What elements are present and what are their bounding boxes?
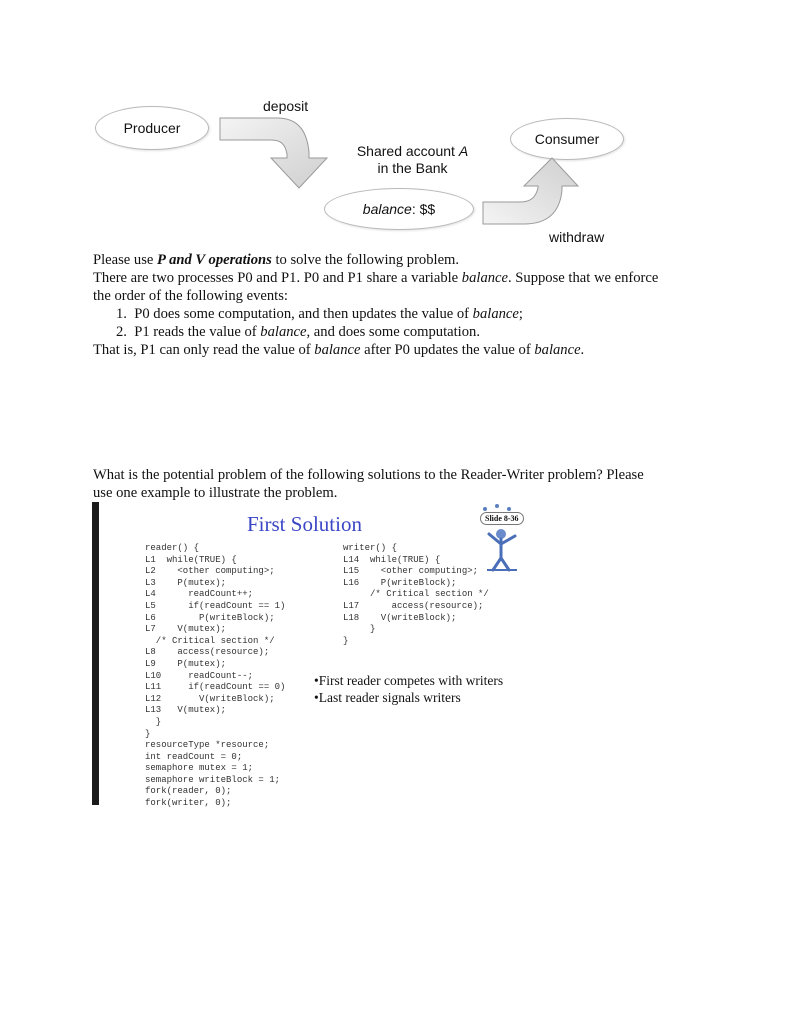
problem1-line1: Please use P and V operations to solve the following problem. (93, 252, 460, 268)
problem1-item2: 2. P1 reads the value of balance, and does some computation. (116, 324, 480, 340)
balance-value: : $$ (411, 201, 436, 217)
consumer-label: Consumer (534, 131, 600, 147)
reader-code: reader() { L1 while(TRUE) { L2 <other computing>; L3 P(mutex); L4 readCount++; L5 if(readCount == 1) L6 P(writeBlock); L7 V(mutex); /* Critical section */ L8 access(resource); L9 P(mutex); L10 readCount--; L11 if(readCount == 0) L12 V(writeBlock); L13 V(mutex); } } resourceType *resource; int readCount = 0; semaphore mutex = 1; semaphore writeBlock = 1; fork(reader, 0); fork(writer, 0); (145, 543, 286, 809)
slide-bullet-1: •First reader competes with writers (314, 673, 504, 688)
slide-bullet-2: •Last reader signals writers (314, 690, 461, 705)
slide-title: First Solution (247, 512, 362, 536)
balance-var: balance (362, 201, 412, 217)
first-solution-slide (92, 502, 532, 809)
producer-label: Producer (123, 120, 181, 136)
problem1-line3: the order of the following events: (93, 288, 288, 304)
problem2-line1: What is the potential problem of the following solutions to the Reader-Writer problem? Please (93, 467, 644, 483)
producer-node (95, 106, 209, 150)
problem2-line2: use one example to illustrate the problem. (93, 485, 338, 501)
slide-badge-label: Slide 8-36 (480, 512, 524, 525)
shared-account-label: Shared account A in the Bank (356, 143, 469, 176)
balance-node (324, 188, 474, 230)
deposit-label: deposit (263, 98, 309, 114)
writer-code: writer() { L14 while(TRUE) { L15 <other computing>; L16 P(writeBlock); /* Critical section */ L17 access(resource); L18 V(writeBlock); } } (343, 543, 489, 646)
slide-left-bar (92, 502, 99, 805)
problem1-line2: There are two processes P0 and P1. P0 and P1 share a variable balance. Suppose that we enforce (93, 270, 659, 286)
problem1-line4: That is, P1 can only read the value of balance after P0 updates the value of balance. (93, 342, 585, 358)
deposit-arrow-icon (215, 114, 340, 194)
consumer-node (510, 118, 624, 160)
problem1-item1: 1. P0 does some computation, and then updates the value of balance; (116, 306, 523, 322)
withdraw-arrow-icon (478, 156, 588, 232)
withdraw-label: withdraw (549, 229, 605, 245)
